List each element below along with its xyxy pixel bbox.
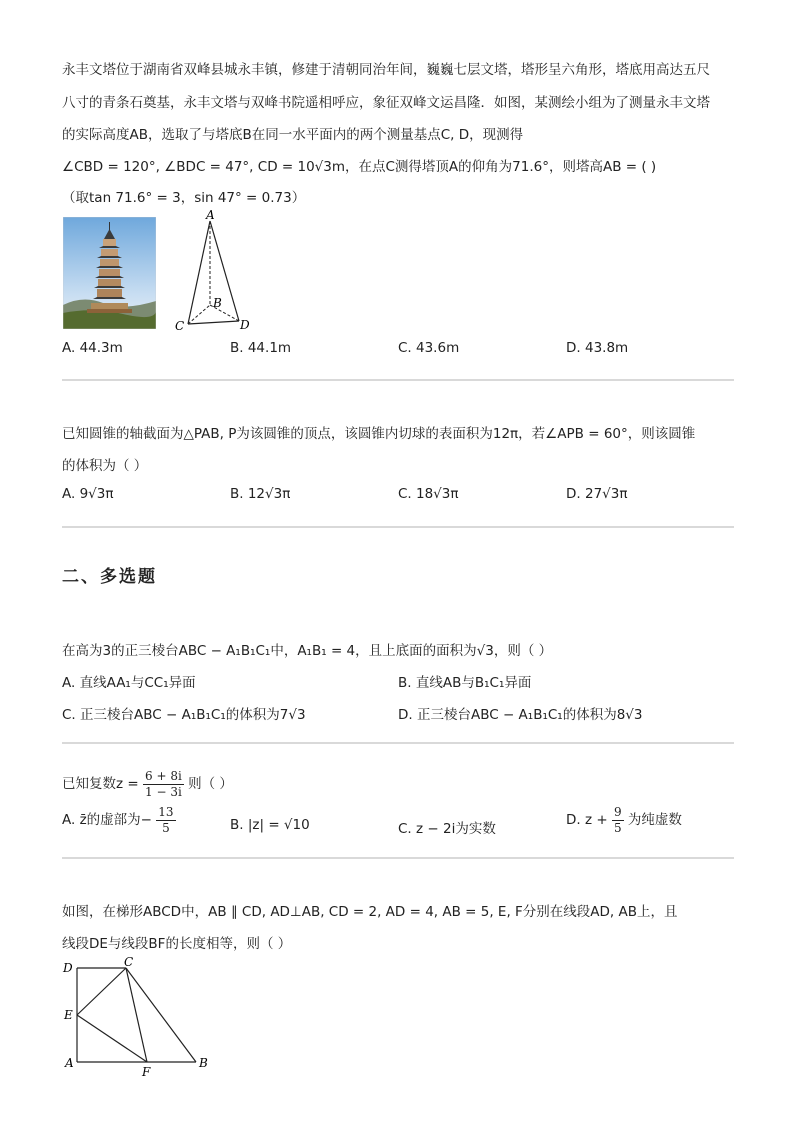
- section-title: 二、多选题: [62, 567, 157, 587]
- q1-option-b[interactable]: B. 44.1m: [230, 340, 292, 356]
- q3-option-c[interactable]: C. 正三棱台ABC − A₁B₁C₁的体积为7√3: [62, 707, 306, 723]
- q1-option-a[interactable]: A. 44.3m: [62, 340, 123, 356]
- q1-label-d: D: [240, 318, 250, 332]
- q5-stem-line-2: 线段DE与线段BF的长度相等，则（ ）: [62, 936, 292, 952]
- q3-option-a[interactable]: A. 直线AA₁与CC₁异面: [62, 675, 196, 691]
- q1-stem-line-1: 永丰文塔位于湖南省双峰县城永丰镇，修建于清朝同治年间，巍巍七层文塔，塔形呈六角形，塔底用高达五尺: [62, 62, 710, 78]
- q4-option-a-fraction: [156, 806, 175, 834]
- divider: [62, 742, 734, 744]
- q4-option-c[interactable]: C. z − 2i为实数: [398, 821, 496, 837]
- q4-option-d-suffix: 为纯虚数: [627, 812, 682, 829]
- q4-fraction-denominator: 1 − 3i: [145, 784, 182, 799]
- q5-label-a: A: [65, 1056, 74, 1070]
- q2-option-d[interactable]: D. 27√3π: [566, 486, 628, 502]
- q4-option-b[interactable]: B. |z| = √10: [230, 817, 310, 833]
- tetrahedron-figure: [170, 208, 260, 336]
- q1-option-c[interactable]: C. 43.6m: [398, 340, 460, 356]
- q1-stem-line-4: ∠CBD = 120°, ∠BDC = 47°, CD = 10√3m，在点C测得塔顶A的仰角为71.6°，则塔高AB = ( ): [62, 159, 657, 175]
- q2-stem-line-1: 已知圆锥的轴截面为△PAB, P为该圆锥的顶点，该圆锥内切球的表面积为12π，若∠APB = 60°，则该圆锥: [62, 426, 696, 442]
- trapezoid-figure: [60, 955, 220, 1080]
- q5-label-e: E: [64, 1008, 73, 1022]
- divider: [62, 379, 734, 381]
- q4-option-d[interactable]: [566, 806, 682, 834]
- q2-option-c[interactable]: C. 18√3π: [398, 486, 459, 502]
- q4-stem-suffix: 则（ ）: [188, 776, 233, 793]
- q4-option-d-denominator: 5: [613, 820, 622, 835]
- q2-stem-line-2: 的体积为（ ）: [62, 458, 148, 474]
- q2-option-b[interactable]: B. 12√3π: [230, 486, 291, 502]
- q1-option-d[interactable]: D. 43.8m: [566, 340, 629, 356]
- q4-option-a-numerator: 13: [158, 805, 174, 819]
- q2-option-a[interactable]: A. 9√3π: [62, 486, 114, 502]
- q4-stem: [62, 770, 233, 798]
- q4-option-a-text: A. z̄的虚部为−: [62, 812, 152, 829]
- q1-label-c: C: [175, 319, 185, 333]
- q4-option-a-denominator: 5: [162, 820, 170, 835]
- q3-option-b[interactable]: B. 直线AB与B₁C₁异面: [398, 675, 532, 691]
- divider: [62, 526, 734, 528]
- q5-label-c: C: [124, 955, 134, 969]
- q1-label-b: B: [213, 296, 222, 310]
- q1-stem-line-5: （取tan 71.6° = 3，sin 47° = 0.73）: [62, 190, 306, 206]
- q4-fraction-numerator: 6 + 8i: [145, 769, 182, 783]
- q4-stem-prefix: 已知复数z =: [62, 776, 139, 793]
- q1-label-a: A: [206, 208, 215, 222]
- q1-stem-line-3: 的实际高度AB，选取了与塔底B在同一水平面内的两个测量基点C, D，现测得: [62, 127, 524, 143]
- q5-stem-line-1: 如图，在梯形ABCD中，AB ∥ CD, AD⊥AB, CD = 2, AD = 4, AB = 5, E, F分别在线段AD, AB上，且: [62, 904, 678, 920]
- q1-stem-line-2: 八寸的青条石奠基，永丰文塔与双峰书院遥相呼应，象征双峰文运昌隆．如图，某测绘小组为了测量永丰文塔: [62, 95, 710, 111]
- q4-option-a[interactable]: [62, 806, 176, 834]
- q4-option-d-numerator: 9: [613, 805, 622, 819]
- q5-label-b: B: [199, 1056, 208, 1070]
- q4-option-d-prefix: D. z +: [566, 812, 608, 829]
- divider: [62, 857, 734, 859]
- q5-label-f: F: [142, 1065, 151, 1079]
- q5-label-d: D: [63, 961, 73, 975]
- pagoda-photo: [63, 217, 156, 329]
- q4-fraction: [143, 770, 184, 798]
- q4-option-d-fraction: [612, 806, 624, 834]
- q3-option-d[interactable]: D. 正三棱台ABC − A₁B₁C₁的体积为8√3: [398, 707, 643, 723]
- q3-stem: 在高为3的正三棱台ABC − A₁B₁C₁中，A₁B₁ = 4，且上底面的面积为√3，则（ ）: [62, 643, 553, 659]
